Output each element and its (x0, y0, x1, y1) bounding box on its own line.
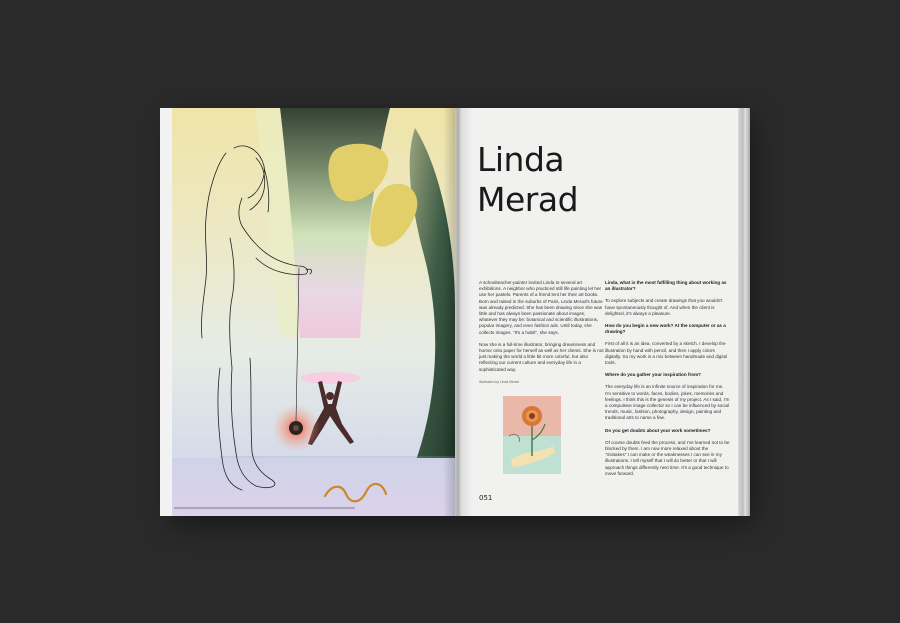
question-2: How do you begin a new work? At the computer or as a drawing? (605, 323, 726, 335)
page-number: 051 (479, 494, 493, 502)
intro-paragraph-2: Now she is a full-time illustrator, bringing dreaminess and humor onto paper for herself as well as her clients. She is not just making the world a little bit more colorful, but also reflecting our current culture and everyday life in a sophisticated way. (479, 341, 604, 372)
flower-hands-illustration (503, 396, 561, 474)
answer-1: To explore subjects and create drawings that you wouldn't have spontaneously thought of. And when the client is delighted, it's always a pleasure. (605, 298, 723, 316)
yoyo-illustration (160, 108, 455, 516)
answer-4: Of course doubts feed the process, and I've learned not to be blocked by them. I am now more relaxed about the "mistakes" I can make or the weaknesses I can see in my illustrations. I tell myself that I will do better or that I will approach things differently next time. It's a good technique to move forward. (605, 439, 730, 476)
intro-paragraph: A schoolteacher-painter invited Linda to several art exhibitions. A neighbor who practiced still life painting let her use her pastels. Parents of a friend lent her their art books. Born and raised in the suburbs of Paris, Linda Merad's future was already predicted. She has been drawing since she was little and has always been passionate about images, whatever they may be: botanical and scientific illustrations, popular imagery, and even fashion ads. Until today, she collects images. "It's a habit", she says. (479, 280, 603, 335)
article-column-left (479, 280, 604, 391)
title-line-2: Merad (477, 180, 579, 219)
photo-credit: Illustration by Linda Merad (479, 379, 519, 384)
page-edges (738, 108, 750, 516)
question-3: Where do you gather your inspiration from? (605, 372, 701, 378)
article-title (477, 140, 578, 220)
article-column-right (605, 280, 730, 483)
illustration-page (160, 108, 455, 516)
open-magazine (160, 108, 750, 516)
title-line-1: Linda (477, 140, 565, 179)
question-4: Do you get doubts about your work sometimes? (605, 427, 711, 433)
answer-3: The everyday life is an infinite source of inspiration for me. I'm sensitive to words, faces, bodies, jokes, memories and feelings. I think this is the genesis of my project. As I said, I'm a compulsive image collector so I can be influenced by social trends, music, fashion, photography, design, painting and traditional arts to name a few. (605, 384, 730, 421)
article-page (455, 108, 738, 516)
question-1: Linda, what is the most fulfilling thing about working as an illustrator? (605, 280, 727, 292)
answer-2: First of all it is an idea, converted by a sketch. I develop the illustration by hand with pencil, and then I apply colors digitally. So my work is a mix between handmade and digital tools. (605, 341, 728, 366)
